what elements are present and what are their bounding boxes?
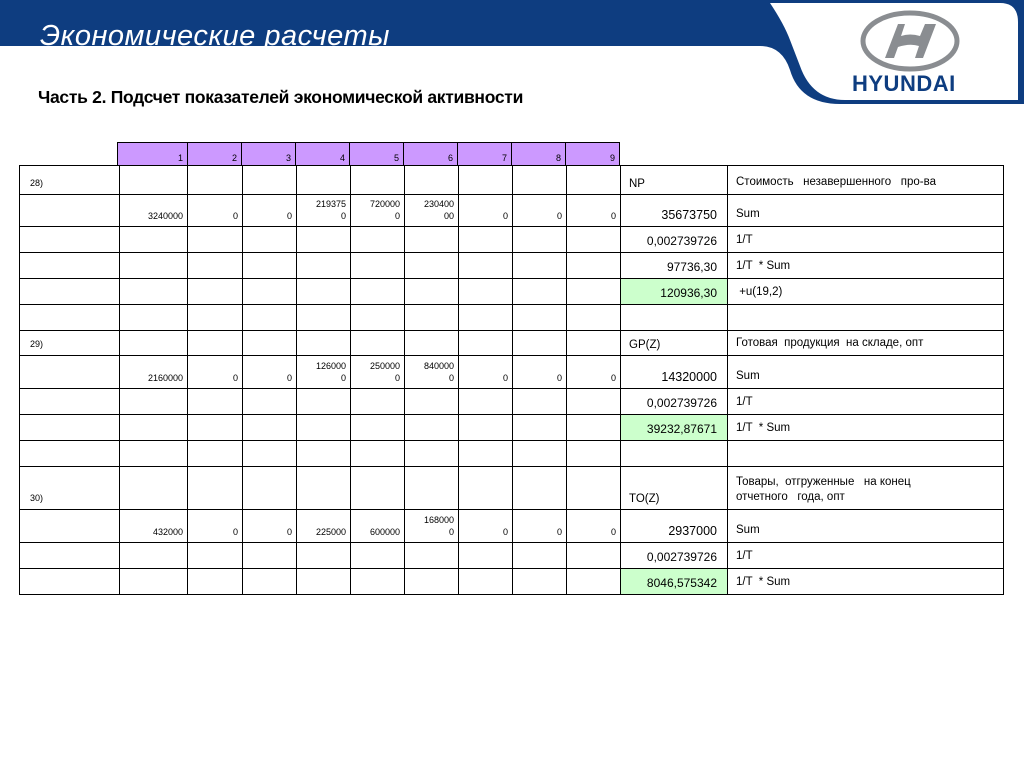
empty-cell: [513, 467, 567, 510]
values-row: [20, 510, 1004, 543]
column-number-header: [117, 142, 620, 166]
value-text: [233, 210, 238, 222]
value-part: 0: [286, 211, 292, 221]
calc-row: [20, 227, 1004, 253]
value-part: 3240000: [147, 211, 183, 221]
value-part: 0: [556, 527, 562, 537]
empty-cell: [243, 441, 297, 467]
calc-row: [20, 415, 1004, 441]
value-part: 720000: [369, 199, 400, 209]
empty-cell: [405, 569, 459, 595]
calc-row: [20, 253, 1004, 279]
value-cell: [351, 195, 405, 227]
empty-cell: [405, 331, 459, 356]
empty-cell: [459, 253, 513, 279]
value-text: [148, 372, 183, 384]
empty-cell: [459, 389, 513, 415]
empty-cell: [243, 279, 297, 305]
value-part: 0: [394, 211, 400, 221]
value-text: [233, 526, 238, 538]
empty-cell: [513, 543, 567, 569]
empty-cell: [567, 253, 621, 279]
empty-cell: [351, 331, 405, 356]
calc-value: 97736,30: [621, 253, 728, 279]
value-text: [424, 360, 454, 384]
value-part: 230400: [423, 199, 454, 209]
value-part: 600000: [369, 527, 400, 537]
calc-formula: Sum: [728, 510, 1004, 543]
value-part: 250000: [369, 361, 400, 371]
value-part: 0: [556, 211, 562, 221]
indicator-code: NP: [621, 166, 728, 195]
empty-cell: [188, 305, 243, 331]
empty-cell: [513, 227, 567, 253]
empty-cell: [188, 467, 243, 510]
empty-cell: [513, 253, 567, 279]
section-header-row: [20, 331, 1004, 356]
empty-cell: [188, 543, 243, 569]
empty-cell: [20, 279, 120, 305]
value-text: [233, 372, 238, 384]
empty-cell: [20, 195, 120, 227]
value-part: 0: [610, 373, 616, 383]
empty-cell: [20, 415, 120, 441]
empty-cell: [459, 467, 513, 510]
column-number-7: 7: [458, 143, 512, 166]
value-text: [503, 526, 508, 538]
value-cell: [297, 510, 351, 543]
value-part: 126000: [315, 361, 346, 371]
empty-cell: [243, 253, 297, 279]
value-cell: [120, 510, 188, 543]
value-text: [316, 360, 346, 384]
empty-cell: [405, 389, 459, 415]
value-cell: [243, 510, 297, 543]
value-cell: [351, 510, 405, 543]
value-text: [153, 526, 183, 538]
value-cell: [459, 356, 513, 389]
value-cell: [188, 510, 243, 543]
value-cell: [120, 195, 188, 227]
column-number-3: 3: [242, 143, 296, 166]
empty-cell: [513, 389, 567, 415]
indicator-name: Стоимость незавершенного про-ва: [728, 166, 1004, 195]
empty-cell: [120, 569, 188, 595]
value-text: [148, 210, 183, 222]
empty-cell: [120, 227, 188, 253]
value-text: [287, 210, 292, 222]
empty-cell: [188, 441, 243, 467]
value-cell: [405, 195, 459, 227]
empty-cell: [20, 543, 120, 569]
brand-text: HYUNDAI: [852, 71, 956, 95]
value-part: 225000: [315, 527, 346, 537]
value-cell: [405, 510, 459, 543]
column-number-4: 4: [296, 143, 350, 166]
value-part: 840000: [423, 361, 454, 371]
column-number-8: 8: [512, 143, 566, 166]
value-cell: [567, 356, 621, 389]
value-part: 168000: [423, 515, 454, 525]
value-text: [611, 526, 616, 538]
empty-cell: [459, 166, 513, 195]
empty-cell: [621, 305, 728, 331]
value-cell: [297, 195, 351, 227]
value-cell: [243, 195, 297, 227]
calc-formula: 1/T * Sum: [728, 415, 1004, 441]
section-header-row: [20, 467, 1004, 510]
empty-cell: [20, 510, 120, 543]
calc-formula: 1/T * Sum: [728, 253, 1004, 279]
empty-cell: [188, 166, 243, 195]
value-part: 219375: [315, 199, 346, 209]
value-part: 0: [394, 373, 400, 383]
calc-value: 35673750: [621, 195, 728, 227]
value-part: 0: [448, 373, 454, 383]
empty-cell: [188, 331, 243, 356]
value-cell: [243, 356, 297, 389]
empty-cell: [20, 356, 120, 389]
calc-value: 0,002739726: [621, 543, 728, 569]
empty-cell: [120, 441, 188, 467]
empty-cell: [405, 441, 459, 467]
empty-cell: [567, 331, 621, 356]
calc-formula: 1/T: [728, 389, 1004, 415]
calc-row: [20, 389, 1004, 415]
value-part: 0: [610, 527, 616, 537]
calc-formula: Sum: [728, 195, 1004, 227]
value-cell: [567, 195, 621, 227]
column-number-1: 1: [118, 143, 188, 166]
empty-cell: [567, 467, 621, 510]
empty-cell: [243, 166, 297, 195]
empty-cell: [351, 305, 405, 331]
value-cell: [567, 510, 621, 543]
empty-cell: [351, 415, 405, 441]
empty-cell: [243, 415, 297, 441]
empty-cell: [20, 253, 120, 279]
value-part: 0: [232, 211, 238, 221]
empty-cell: [621, 441, 728, 467]
value-cell: [120, 356, 188, 389]
calc-formula: 1/T: [728, 227, 1004, 253]
empty-cell: [20, 569, 120, 595]
empty-cell: [297, 467, 351, 510]
empty-cell: [351, 441, 405, 467]
value-part: 0: [340, 211, 346, 221]
empty-cell: [513, 279, 567, 305]
values-row: [20, 356, 1004, 389]
value-text: [557, 526, 562, 538]
empty-cell: [351, 569, 405, 595]
value-text: [611, 210, 616, 222]
empty-cell: [243, 543, 297, 569]
table-row: [20, 441, 1004, 467]
empty-cell: [188, 389, 243, 415]
column-number-9: 9: [566, 143, 620, 166]
empty-cell: [351, 279, 405, 305]
section-number: 28): [20, 166, 120, 195]
value-text: [557, 372, 562, 384]
value-cell: [351, 356, 405, 389]
section-header-row: [20, 166, 1004, 195]
empty-cell: [405, 166, 459, 195]
empty-cell: [120, 305, 188, 331]
value-text: [557, 210, 562, 222]
value-text: [287, 526, 292, 538]
empty-cell: [297, 441, 351, 467]
page-title: Экономические расчеты: [40, 20, 390, 52]
column-number-2: 2: [188, 143, 242, 166]
empty-cell: [567, 227, 621, 253]
table-row: [20, 305, 1004, 331]
empty-cell: [297, 166, 351, 195]
calc-value: 8046,575342: [621, 569, 728, 595]
empty-cell: [297, 415, 351, 441]
empty-cell: [567, 389, 621, 415]
empty-cell: [243, 467, 297, 510]
empty-cell: [297, 569, 351, 595]
empty-cell: [513, 331, 567, 356]
empty-cell: [243, 569, 297, 595]
empty-cell: [297, 331, 351, 356]
empty-cell: [20, 227, 120, 253]
empty-cell: [405, 279, 459, 305]
value-part: 0: [286, 373, 292, 383]
calc-value: 39232,87671: [621, 415, 728, 441]
empty-cell: [188, 415, 243, 441]
value-part: 0: [448, 527, 454, 537]
column-number-6: 6: [404, 143, 458, 166]
value-part: 0: [502, 211, 508, 221]
empty-cell: [297, 389, 351, 415]
empty-cell: [351, 467, 405, 510]
empty-cell: [20, 389, 120, 415]
value-part: 0: [610, 211, 616, 221]
empty-cell: [351, 253, 405, 279]
section-subtitle: Часть 2. Подсчет показателей экономической активности: [38, 87, 524, 107]
values-row: [20, 195, 1004, 227]
empty-cell: [351, 389, 405, 415]
empty-cell: [459, 331, 513, 356]
empty-cell: [243, 389, 297, 415]
value-text: [611, 372, 616, 384]
value-text: [370, 198, 400, 222]
section-number: 30): [20, 467, 120, 510]
value-cell: [188, 356, 243, 389]
empty-cell: [188, 569, 243, 595]
calc-formula: 1/T * Sum: [728, 569, 1004, 595]
indicator-code: GP(Z): [621, 331, 728, 356]
empty-cell: [20, 305, 120, 331]
empty-cell: [297, 279, 351, 305]
empty-cell: [513, 305, 567, 331]
value-text: [287, 372, 292, 384]
value-part: 0: [502, 527, 508, 537]
empty-cell: [188, 227, 243, 253]
calc-value: 120936,30: [621, 279, 728, 305]
empty-cell: [120, 279, 188, 305]
empty-cell: [405, 543, 459, 569]
calc-formula: 1/T: [728, 543, 1004, 569]
calc-formula: Sum: [728, 356, 1004, 389]
empty-cell: [567, 166, 621, 195]
empty-cell: [405, 227, 459, 253]
empty-cell: [297, 305, 351, 331]
empty-cell: [120, 543, 188, 569]
empty-cell: [351, 166, 405, 195]
empty-cell: [120, 389, 188, 415]
empty-cell: [459, 279, 513, 305]
value-part: 0: [286, 527, 292, 537]
empty-cell: [297, 253, 351, 279]
section-number: 29): [20, 331, 120, 356]
empty-cell: [188, 253, 243, 279]
empty-cell: [188, 279, 243, 305]
empty-cell: [728, 441, 1004, 467]
value-cell: [188, 195, 243, 227]
empty-cell: [459, 415, 513, 441]
value-cell: [513, 195, 567, 227]
calc-row: [20, 543, 1004, 569]
value-part: 0: [556, 373, 562, 383]
value-text: [370, 360, 400, 384]
empty-cell: [567, 569, 621, 595]
value-cell: [459, 195, 513, 227]
empty-cell: [728, 305, 1004, 331]
value-text: [316, 526, 346, 538]
value-part: 00: [443, 211, 454, 221]
value-text: [503, 372, 508, 384]
empty-cell: [243, 227, 297, 253]
value-part: 0: [232, 527, 238, 537]
empty-cell: [297, 543, 351, 569]
calc-value: 2937000: [621, 510, 728, 543]
empty-cell: [459, 305, 513, 331]
empty-cell: [513, 166, 567, 195]
empty-cell: [513, 569, 567, 595]
empty-cell: [243, 305, 297, 331]
empty-cell: [120, 331, 188, 356]
value-part: 0: [232, 373, 238, 383]
value-text: [503, 210, 508, 222]
empty-cell: [120, 467, 188, 510]
calc-row: [20, 569, 1004, 595]
indicator-name: Товары, отгруженные на конец отчетного года, опт: [728, 467, 1004, 510]
value-cell: [513, 510, 567, 543]
indicator-name: Готовая продукция на складе, опт: [728, 331, 1004, 356]
column-number-5: 5: [350, 143, 404, 166]
empty-cell: [405, 467, 459, 510]
empty-cell: [567, 543, 621, 569]
calc-row: [20, 279, 1004, 305]
indicator-code: TO(Z): [621, 467, 728, 510]
empty-cell: [405, 415, 459, 441]
empty-cell: [243, 331, 297, 356]
empty-cell: [513, 415, 567, 441]
empty-cell: [405, 253, 459, 279]
empty-cell: [351, 227, 405, 253]
empty-cell: [120, 415, 188, 441]
empty-cell: [120, 253, 188, 279]
empty-cell: [351, 543, 405, 569]
empty-cell: [513, 441, 567, 467]
calc-value: 0,002739726: [621, 227, 728, 253]
value-text: [424, 198, 454, 222]
empty-cell: [405, 305, 459, 331]
empty-cell: [567, 415, 621, 441]
empty-cell: [567, 441, 621, 467]
empty-cell: [567, 279, 621, 305]
value-part: 2160000: [147, 373, 183, 383]
value-part: 432000: [152, 527, 183, 537]
empty-cell: [120, 166, 188, 195]
calc-value: 0,002739726: [621, 389, 728, 415]
value-cell: [513, 356, 567, 389]
value-cell: [297, 356, 351, 389]
empty-cell: [459, 227, 513, 253]
value-text: [424, 514, 454, 538]
empty-cell: [20, 441, 120, 467]
calculation-table: [19, 165, 1004, 595]
calc-formula: +u(19,2): [728, 279, 1004, 305]
hyundai-wordmark: [852, 71, 972, 95]
empty-cell: [297, 227, 351, 253]
empty-cell: [459, 441, 513, 467]
value-part: 0: [340, 373, 346, 383]
value-cell: [405, 356, 459, 389]
empty-cell: [567, 305, 621, 331]
value-cell: [459, 510, 513, 543]
value-text: [316, 198, 346, 222]
value-part: 0: [502, 373, 508, 383]
empty-cell: [459, 569, 513, 595]
value-text: [370, 526, 400, 538]
calc-value: 14320000: [621, 356, 728, 389]
empty-cell: [459, 543, 513, 569]
